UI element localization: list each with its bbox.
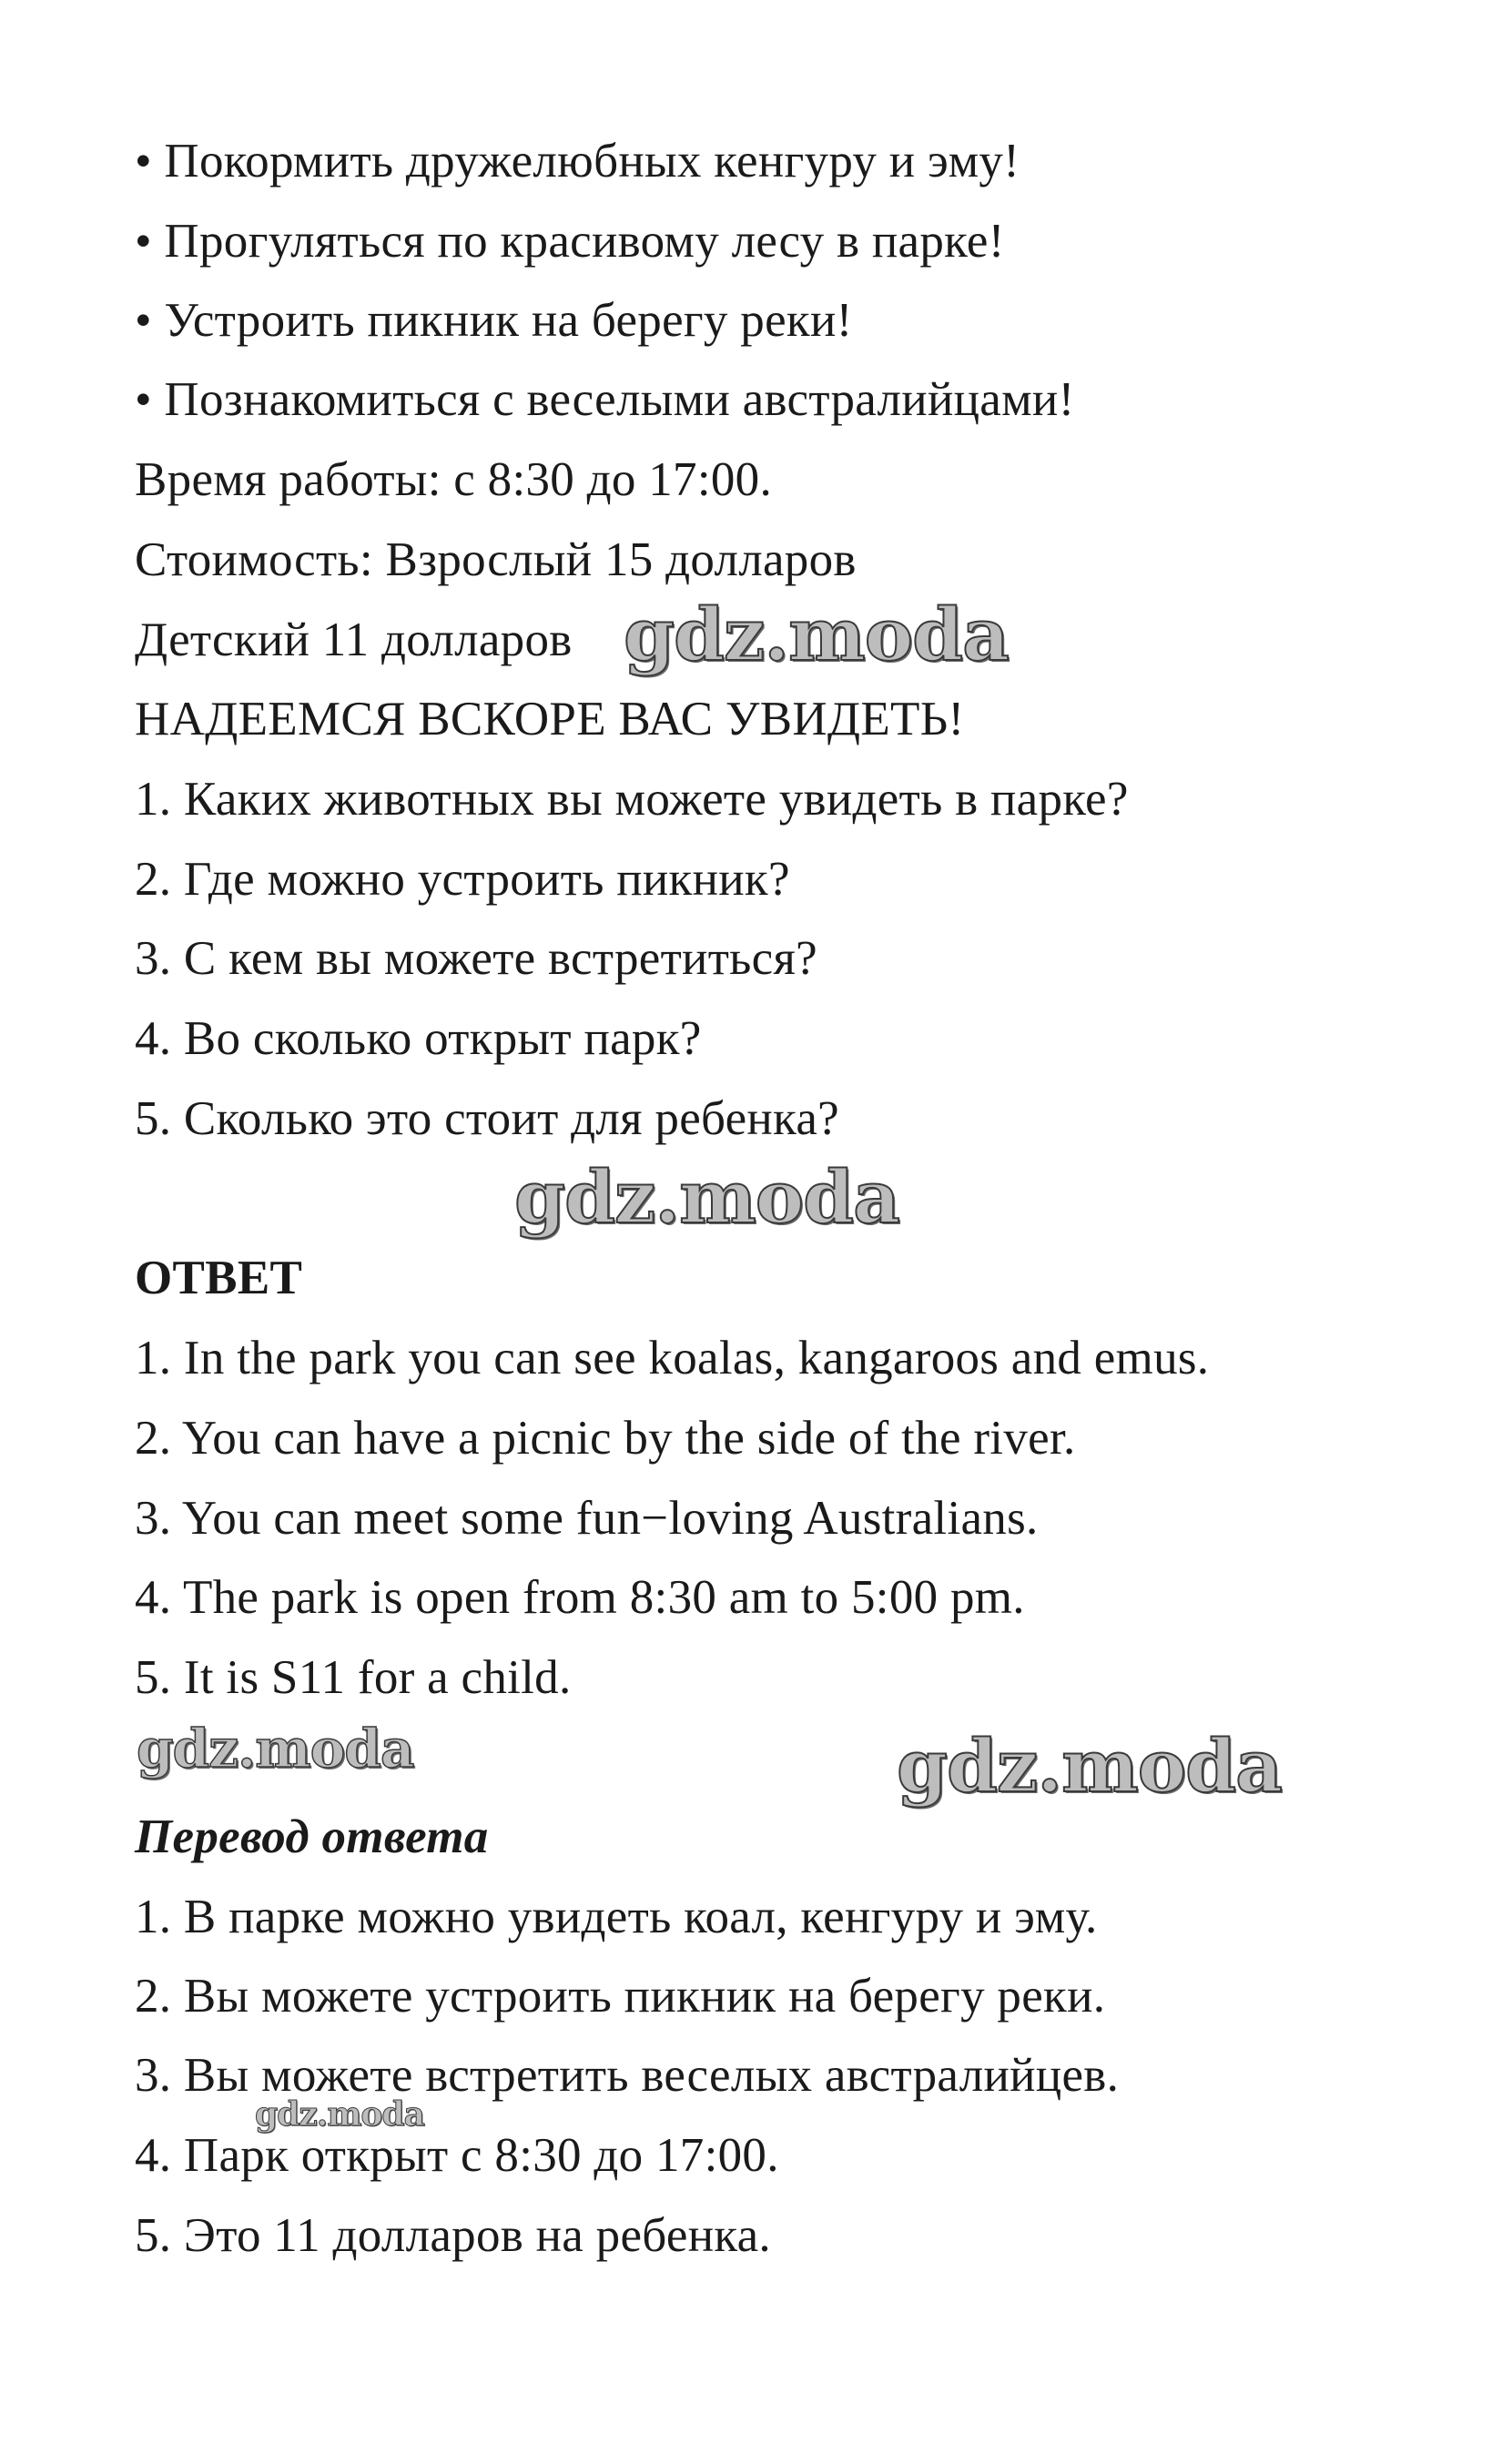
watermark-logo: gdz.moda	[255, 2095, 424, 2134]
translation-3: 3. Вы можете встретить веселых австралийцев.	[135, 2049, 1120, 2102]
price-adult: Стоимость: Взрослый 15 долларов	[135, 533, 857, 586]
translation-4: 4. Парк открыт с 8:30 до 17:00.	[135, 2129, 779, 2182]
answer-3: 3. You can meet some fun−loving Australians.	[135, 1492, 1039, 1545]
watermark-logo: gdz.moda	[514, 1154, 899, 1240]
answer-4: 4. The park is open from 8:30 am to 5:00 pm.	[135, 1571, 1025, 1624]
answer-1: 1. In the park you can see koalas, kangaroos and emus.	[135, 1332, 1210, 1384]
watermark-logo: gdz.moda	[624, 592, 1009, 677]
answer-heading: ОТВЕТ	[135, 1252, 303, 1304]
translation-heading: Перевод ответа	[135, 1810, 489, 1863]
question-5: 5. Сколько это стоит для ребенка?	[135, 1092, 839, 1145]
answer-5: 5. It is S11 for a child.	[135, 1651, 572, 1704]
bullet-picnic: • Устроить пикник на берегу реки!	[135, 294, 853, 347]
closing-message: НАДЕЕМСЯ ВСКОРЕ ВАС УВИДЕТЬ!	[135, 693, 965, 745]
question-1: 1. Каких животных вы можете увидеть в парке?	[135, 773, 1129, 826]
price-child: Детский 11 долларов	[135, 614, 573, 666]
opening-hours: Время работы: с 8:30 до 17:00.	[135, 453, 773, 506]
translation-1: 1. В парке можно увидеть коал, кенгуру и эму.	[135, 1891, 1098, 1943]
watermark-logo: gdz.moda	[897, 1723, 1282, 1809]
question-3: 3. С кем вы можете встретиться?	[135, 932, 817, 985]
translation-5: 5. Это 11 долларов на ребенка.	[135, 2209, 771, 2262]
translation-2: 2. Вы можете устроить пикник на берегу реки.	[135, 1970, 1106, 2023]
question-2: 2. Где можно устроить пикник?	[135, 853, 790, 906]
bullet-meet-australians: • Познакомиться с веселыми австралийцами!	[135, 373, 1075, 426]
bullet-walk-forest: • Прогуляться по красивому лесу в парке!	[135, 215, 1005, 268]
bullet-feed-animals: • Покормить дружелюбных кенгуру и эму!	[135, 135, 1020, 188]
watermark-logo: gdz.moda	[137, 1718, 414, 1780]
question-4: 4. Во сколько открыт парк?	[135, 1012, 702, 1065]
answer-2: 2. You can have a picnic by the side of the river.	[135, 1412, 1076, 1465]
